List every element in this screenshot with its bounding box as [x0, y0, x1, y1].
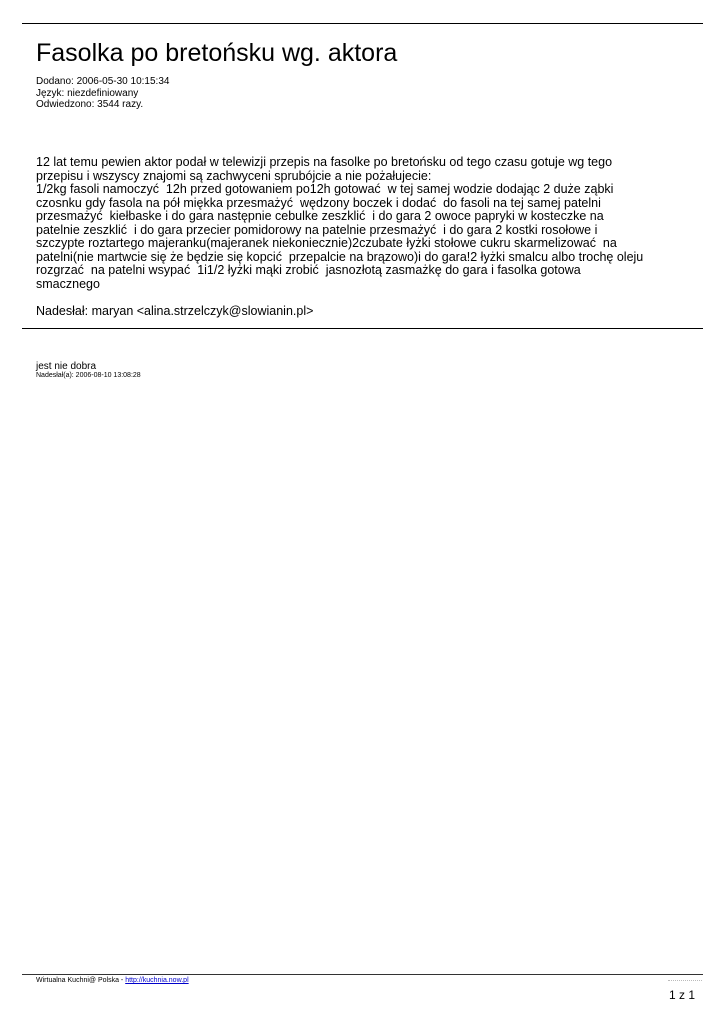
section-divider	[22, 328, 703, 329]
recipe-line: patelnie zeszklić i do gara przecier pomidorowy na patelnie przesmażyć i do gara 2 kostki rosołowe i	[36, 222, 598, 237]
page-number: 1 z 1	[668, 988, 695, 1002]
top-divider	[22, 23, 703, 24]
recipe-line: 1/2kg fasoli namoczyć 12h przed gotowaniem po12h gotować w tej samej wodzie dodając 2 duże ząbki	[36, 182, 614, 196]
recipe-line: czosnku gdy fasola na pół miękka przesmażyć wędzony boczek i dodać do fasoli na tej samej patelni	[36, 195, 601, 210]
language-label: Język: niezdefiniowany	[36, 87, 139, 99]
footer-decoration	[668, 980, 702, 983]
recipe-line: smacznego	[36, 276, 100, 291]
added-date: Dodano: 2006-05-30 10:15:34	[36, 76, 170, 87]
recipe-meta	[36, 76, 169, 111]
footer-site-name: Wirtualna Kuchni@ Polska -	[36, 977, 126, 984]
visit-count: Odwiedzono: 3544 razy.	[36, 99, 144, 110]
recipe-line: przepisu i wszyscy znajomi są zachwyceni sprubójcie a nie pożałujecie:	[36, 168, 432, 183]
recipe-body	[36, 156, 696, 291]
page-title: Fasolka po bretońsku wg. aktora	[36, 39, 398, 67]
recipe-line: przesmażyć kiełbaske i do gara następnie cebulke zeszklić i do gara 2 owoce papryki w kosteczke na	[36, 209, 604, 223]
footer-divider	[22, 974, 703, 975]
author-line: Nadesłał: maryan <alina.strzelczyk@slowianin.pl>	[36, 304, 314, 318]
footer-site-link[interactable]: http://kuchnia.now.pl	[125, 977, 189, 984]
comment-text: jest nie dobra	[36, 361, 97, 372]
footer	[36, 976, 189, 985]
comment-meta: Nadesłał(a): 2006-08-10 13:08:28	[36, 372, 141, 379]
recipe-line: szczypte roztartego majeranku(majeranek niekoniecznie)2czubate łyżki stołowe cukru skarmelizować na	[36, 236, 617, 250]
comment	[36, 361, 141, 380]
recipe-line: 12 lat temu pewien aktor podał w telewizji przepis na fasolke po bretońsku od tego czasu gotuje wg tego	[36, 155, 613, 169]
recipe-line: patelni(nie martwcie się że będzie się kopcić przepalcie na brązowo)i do gara!2 łyżki smalcu albo trochę oleju	[36, 249, 644, 264]
recipe-line: rozgrzać na patelni wsypać 1i1/2 łyżki mąki zrobić jasnozłotą zasmażkę do gara i fasolka gotowa	[36, 263, 581, 277]
